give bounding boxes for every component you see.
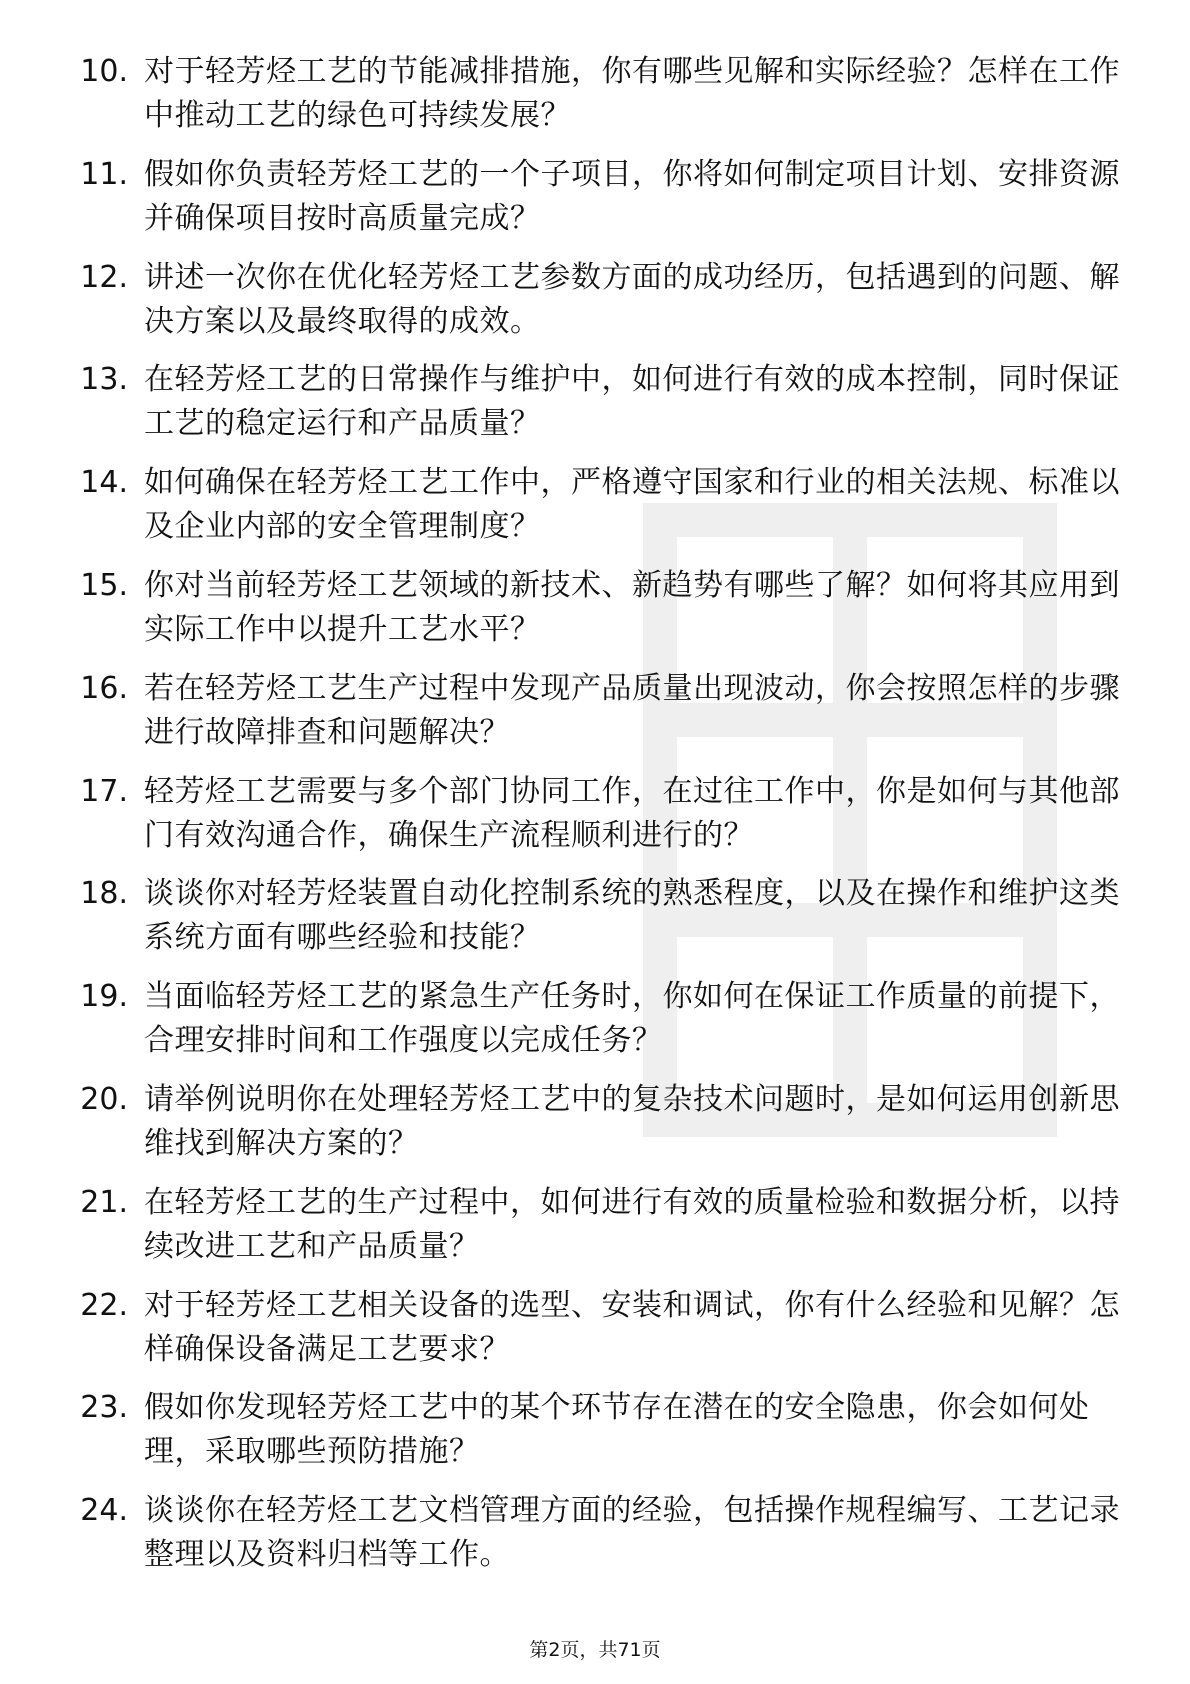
list-item: [60, 1386, 1120, 1489]
question-number: 22.: [80, 1287, 128, 1323]
question-text: 讲述一次你在优化轻芳烃工艺参数方面的成功经历，包括遇到的问题、解决方案以及最终取得的成效。: [144, 259, 1120, 339]
question-text: 谈谈你对轻芳烃装置自动化控制系统的熟悉程度，以及在操作和维护这类系统方面有哪些经验和技能？: [144, 876, 1120, 956]
question-text: 你对当前轻芳烃工艺领域的新技术、新趋势有哪些了解？如何将其应用到实际工作中以提升工艺水平？: [144, 567, 1120, 647]
question-text: 轻芳烃工艺需要与多个部门协同工作，在过往工作中，你是如何与其他部门有效沟通合作，确保生产流程顺利进行的？: [144, 773, 1120, 853]
question-number: 11.: [80, 156, 128, 192]
list-item: [60, 358, 1120, 461]
page-footer: 第2页，共71页: [529, 1639, 661, 1661]
question-number: 14.: [80, 465, 128, 501]
question-number: 12.: [80, 259, 128, 295]
question-text: 假如你负责轻芳烃工艺的一个子项目，你将如何制定项目计划、安排资源并确保项目按时高质量完成？: [144, 156, 1120, 236]
list-item: [60, 770, 1120, 873]
list-item: [60, 1078, 1120, 1181]
list-item: [60, 1181, 1120, 1284]
question-number: 13.: [80, 362, 128, 398]
list-item: [60, 1489, 1120, 1592]
question-number: 19.: [80, 979, 128, 1015]
question-text: 对于轻芳烃工艺的节能减排措施，你有哪些见解和实际经验？怎样在工作中推动工艺的绿色可持续发展？: [144, 54, 1120, 133]
list-item: [60, 256, 1120, 359]
list-item: [60, 564, 1120, 667]
list-item: [60, 872, 1120, 975]
question-number: 21.: [80, 1184, 128, 1220]
list-item: [60, 461, 1120, 564]
question-text: 在轻芳烃工艺的日常操作与维护中，如何进行有效的成本控制，同时保证工艺的稳定运行和产品质量？: [144, 362, 1120, 442]
question-number: 20.: [80, 1081, 128, 1117]
list-item: [60, 667, 1120, 770]
question-text: 假如你发现轻芳烃工艺中的某个环节存在潜在的安全隐患，你会如何处理，采取哪些预防措施？: [144, 1390, 1090, 1470]
question-text: 若在轻芳烃工艺生产过程中发现产品质量出现波动，你会按照怎样的步骤进行故障排查和问题解决？: [144, 670, 1120, 750]
question-text: 如何确保在轻芳烃工艺工作中，严格遵守国家和行业的相关法规、标准以及企业内部的安全管理制度？: [144, 465, 1120, 545]
question-number: 10.: [80, 54, 128, 89]
question-text: 对于轻芳烃工艺相关设备的选型、安装和调试，你有什么经验和见解？怎样确保设备满足工艺要求？: [144, 1287, 1120, 1367]
question-number: 18.: [80, 876, 128, 912]
list-item: [60, 1284, 1120, 1387]
list-item: [60, 153, 1120, 256]
list-item: [60, 50, 1120, 153]
list-item: [60, 975, 1120, 1078]
question-text: 当面临轻芳烃工艺的紧急生产任务时，你如何在保证工作质量的前提下，合理安排时间和工作强度以完成任务？: [144, 979, 1120, 1059]
question-number: 23.: [80, 1390, 128, 1426]
question-number: 17.: [80, 773, 128, 809]
question-number: 15.: [80, 567, 128, 603]
question-text: 在轻芳烃工艺的生产过程中，如何进行有效的质量检验和数据分析，以持续改进工艺和产品质量？: [144, 1184, 1120, 1264]
question-list: [60, 50, 1120, 1592]
question-number: 16.: [80, 670, 128, 706]
question-text: 谈谈你在轻芳烃工艺文档管理方面的经验，包括操作规程编写、工艺记录整理以及资料归档等工作。: [144, 1493, 1120, 1573]
question-text: 请举例说明你在处理轻芳烃工艺中的复杂技术问题时，是如何运用创新思维找到解决方案的？: [144, 1081, 1120, 1161]
question-number: 24.: [80, 1493, 128, 1529]
